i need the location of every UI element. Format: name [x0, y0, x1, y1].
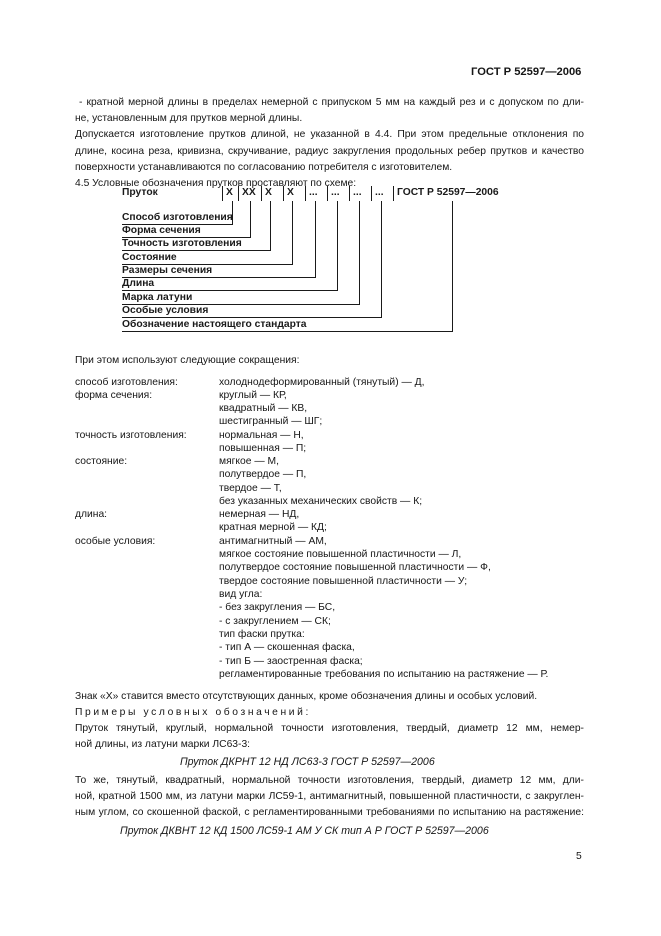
- schema-leader-lines: [0, 0, 661, 340]
- abbr-value: полутвердое состояние повышенной пластичности — Ф,: [219, 562, 491, 573]
- abbr-value: кратная мерной — КД;: [219, 522, 327, 533]
- schema-label: Состояние: [122, 252, 177, 263]
- page-number: 5: [576, 851, 582, 862]
- schema-slot: ...: [331, 187, 340, 198]
- abbr-value: тип фаски прутка:: [219, 629, 305, 640]
- abbr-value: твердое — Т,: [219, 483, 282, 494]
- abbr-value: холоднодеформированный (тянутый) — Д,: [219, 377, 425, 388]
- intro-line: - кратной мерной длины в пределах немерной с припуском 5 мм на каждый рез и с допуском по дли-: [79, 97, 584, 108]
- x-sign-note: Знак «Х» ставится вместо отсутствующих данных, кроме обозначения длины и особых условий.: [75, 691, 538, 702]
- abbr-value: мягкое состояние повышенной пластичности — Л,: [219, 549, 462, 560]
- abbr-value: повышенная — П;: [219, 443, 307, 454]
- abbreviations-intro: При этом используют следующие сокращения:: [75, 355, 300, 366]
- abbr-category: способ изготовления:: [75, 377, 178, 388]
- schema-slot: ХХ: [242, 187, 256, 198]
- abbr-value: немерная — НД,: [219, 509, 300, 520]
- schema-slot: ...: [353, 187, 362, 198]
- document-header: ГОСТ Р 52597—2006: [471, 66, 582, 78]
- examples-title: Примеры условных обозначений:: [75, 707, 311, 718]
- abbr-category: состояние:: [75, 456, 128, 467]
- example-line: То же, тянутый, квадратный, нормальной точности изготовления, твердый, диаметр 12 мм, дли-: [75, 775, 584, 786]
- example-line: Пруток тянутый, круглый, нормальной точности изготовления, твердый, диаметр 12 мм, немер-: [75, 723, 584, 734]
- intro-line: 4.5 Условные обозначения прутков проставляют по схеме:: [75, 178, 357, 190]
- schema-label: Марка латуни: [122, 292, 193, 303]
- abbr-value: квадратный — КВ,: [219, 403, 308, 414]
- schema-label: Обозначение настоящего стандарта: [122, 319, 307, 330]
- example-line: ным углом, со скошенной фаской, с регламентированными требованиями по испытанию на растяжение:: [75, 807, 584, 819]
- intro-line: Допускается изготовление прутков длиной, не указанной в 4.4. При этом предельные отклонения по: [75, 129, 584, 141]
- abbr-value: - тип Б — заостренная фаска;: [219, 656, 363, 667]
- schema-label: Способ изготовления: [122, 212, 233, 223]
- abbr-value: круглый — КР,: [219, 390, 287, 401]
- schema-label: Длина: [122, 278, 155, 289]
- abbr-value: мягкое — М,: [219, 456, 279, 467]
- schema-head-word: Пруток: [122, 187, 158, 198]
- schema-label: Размеры сечения: [122, 265, 213, 276]
- abbr-value: - без закругления — БС,: [219, 602, 336, 613]
- abbr-value: нормальная — Н,: [219, 430, 304, 441]
- abbr-value: твердое состояние повышенной пластичности — У;: [219, 576, 468, 587]
- abbr-category: длина:: [75, 509, 108, 520]
- example-2-designation: Пруток ДКВНТ 12 КД 1500 ЛС59-1 АМ У СК тип А Р ГОСТ Р 52597—2006: [120, 825, 489, 837]
- example-1-text: [75, 721, 584, 753]
- abbr-category: особые условия:: [75, 536, 156, 547]
- abbr-value: без указанных механических свойств — К;: [219, 496, 423, 507]
- intro-line: не, установленным для прутков мерной длины.: [75, 113, 303, 125]
- schema-slot: ...: [375, 187, 384, 198]
- schema-label: Форма сечения: [122, 225, 201, 236]
- abbr-category: форма сечения:: [75, 390, 153, 401]
- abbr-value: регламентированные требования по испытанию на растяжение — Р.: [219, 669, 549, 680]
- example-1-designation: Пруток ДКРНТ 12 НД ЛС63-3 ГОСТ Р 52597—2006: [180, 756, 435, 768]
- intro-line: поверхности устанавливаются по согласованию потребителя с изготовителем.: [75, 161, 453, 173]
- schema-label: Точность изготовления: [122, 238, 242, 249]
- intro-line: длине, косина реза, кривизна, скручивание, радиус закругления продольных ребер прутков и качество: [75, 145, 584, 157]
- schema-slot: ...: [309, 187, 318, 198]
- abbr-value: вид угла:: [219, 589, 263, 600]
- example-2-text: [75, 773, 584, 822]
- abbr-category: точность изготовления:: [75, 430, 187, 441]
- schema-slot: Х: [226, 187, 233, 198]
- abbr-value: полутвердое — П,: [219, 469, 307, 480]
- abbr-value: - с закруглением — СК;: [219, 616, 331, 627]
- abbr-value: антимагнитный — АМ,: [219, 536, 327, 547]
- abbr-value: шестигранный — ШГ;: [219, 416, 323, 427]
- abbr-value: - тип А — скошенная фаска,: [219, 642, 355, 653]
- example-line: ной длины, из латуни марки ЛС63-3:: [75, 739, 251, 751]
- schema-standard: ГОСТ Р 52597—2006: [397, 187, 499, 198]
- example-line: ной, кратной 1500 мм, из латуни марки ЛС59-1, антимагнитный, повышенной пластичности, с закруглен-: [75, 791, 584, 803]
- schema-label: Особые условия: [122, 305, 209, 316]
- schema-slot: Х: [287, 187, 294, 198]
- schema-slot: Х: [265, 187, 272, 198]
